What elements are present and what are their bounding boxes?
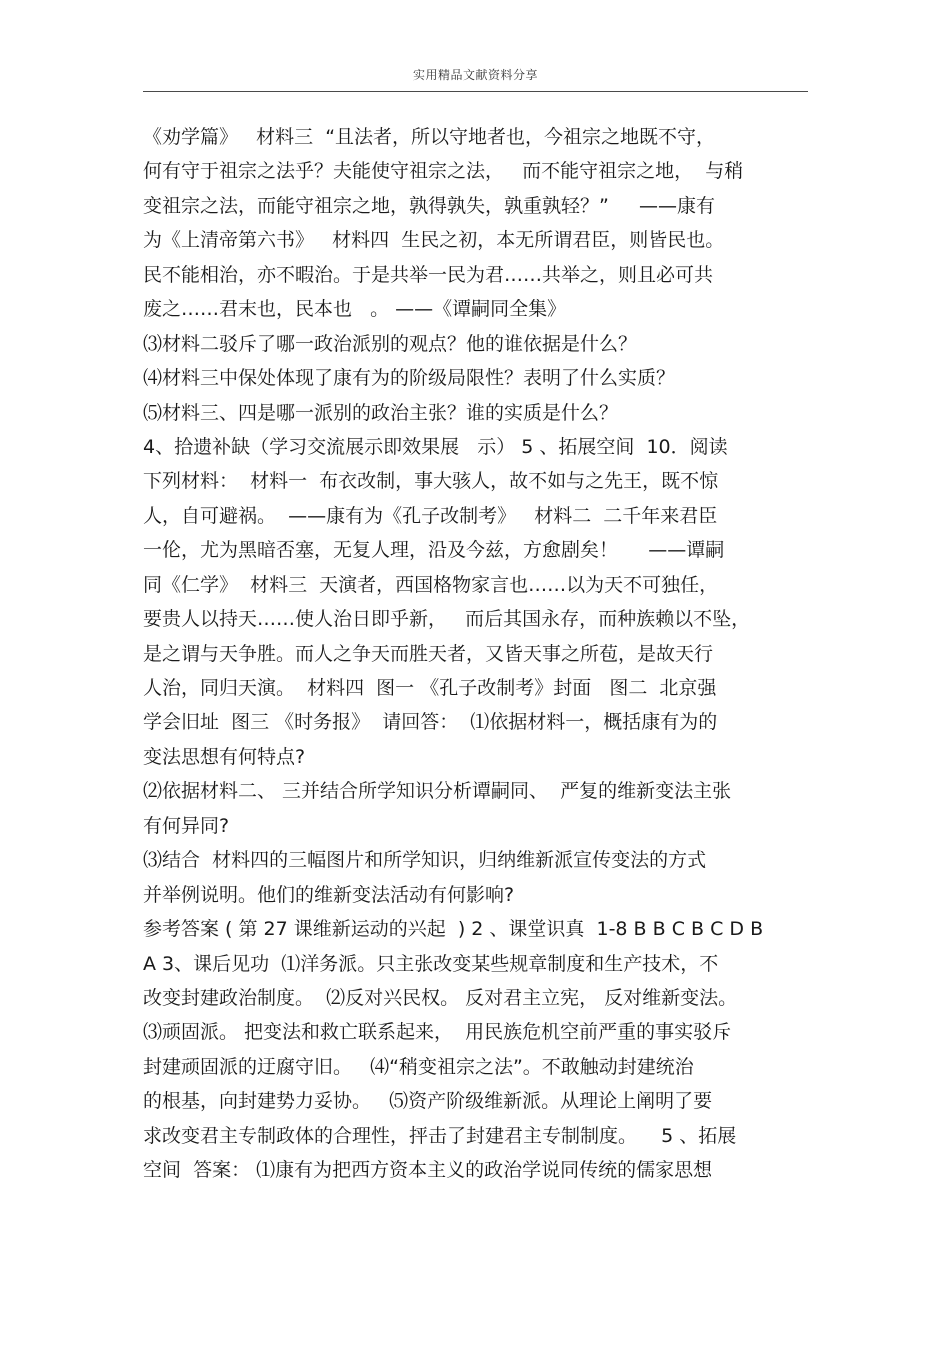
text-line: 同《仁学》 材料三 天演者，西国格物家言也……以为天不可独任， (143, 573, 719, 596)
text-line: 人治，同归天演。 材料四 图一 《孔子改制考》封面 图二 北京强 (143, 677, 717, 699)
text-line: 变法思想有何特点? (143, 745, 306, 768)
text-line: 变祖宗之法，而能守祖宗之地，孰得孰失，孰重孰轻？” ——康有 (143, 194, 716, 217)
answer-line: 的根基，向封建势力妥协。 ⑸资产阶级维新派。从理论上阐明了要 (143, 1090, 713, 1113)
text-line: 人，自可避祸。 ——康有为《孔子改制考》 材料二 二千年来君臣 (143, 504, 718, 527)
answer-line: 参考答案 ( 第 27 课维新运动的兴起 ) 2 、课堂识真 1-8 B B C B C D B (143, 918, 764, 941)
text-line: 要贵人以持天……使人治日即乎新， 而后其国永存，而种族赖以不坠， (143, 608, 751, 631)
text-line: 民不能相治，亦不暇治。于是共举一民为君……共举之，则且必可共 (143, 263, 714, 286)
header-divider (143, 91, 808, 92)
text-line: 下列材料： 材料一 布衣改制，事大骇人，故不如与之先王，既不惊 (143, 470, 719, 493)
text-line: 是之谓与天争胜。而人之争天而胜天者，又皆天事之所苞，是故天行 (143, 642, 714, 665)
answer-line: ⑶顽固派。 把变法和救亡联系起来， 用民族危机空前严重的事实驳斥 (143, 1021, 732, 1044)
question-line: ⑶结合 材料四的三幅图片和所学知识，归纳维新派宣传变法的方式 (143, 849, 707, 872)
text-line: 学会旧址 图三 《时务报》 请回答： ⑴依据材料一，概括康有为的 (143, 711, 718, 734)
text-line: 废之……君末也，民本也 。 ——《谭嗣同全集》 (143, 298, 567, 321)
question-line: ⑷材料三中保处体现了康有为的阶级局限性？表明了什么实质？ (143, 367, 676, 390)
text-line: 并举例说明。他们的维新变法活动有何影响? (143, 883, 515, 906)
text-line: 为《上清帝第六书》 材料四 生民之初，本无所谓君臣，则皆民也。 (143, 229, 725, 252)
answer-line: A 3、课后见功 ⑴洋务派。只主张改变某些规章制度和生产技术，不 (143, 952, 719, 975)
text-line: 一伦，尤为黑暗否塞，无复人理，沿及今兹，方愈剧矣！ ——谭嗣 (143, 539, 725, 562)
answer-line: 改变封建政治制度。 ⑵反对兴民权。 反对君主立宪， 反对维新变法。 (143, 986, 738, 1009)
page-header: 实用精品文献资料分享 (412, 68, 538, 82)
answer-line: 求改变君主专制政体的合理性，抨击了封建君主专制制度。 5 、拓展 (143, 1124, 737, 1147)
text-line: 4、拾遗补缺（学习交流展示即效果展 示） 5 、拓展空间 10．阅读 (143, 435, 728, 458)
answer-line: 封建顽固派的迂腐守旧。 ⑷“稍变祖宗之法”。不敢触动封建统治 (143, 1055, 694, 1078)
text-line: 有何异同? (143, 814, 230, 837)
document-body (143, 120, 808, 1188)
question-line: ⑶材料二驳斥了哪一政治派别的观点？他的谁依据是什么？ (143, 332, 638, 355)
question-line: ⑸材料三、四是哪一派别的政治主张？谁的实质是什么？ (143, 401, 619, 424)
text-line: 何有守于祖宗之法乎？夫能使守祖宗之法， 而不能守祖宗之地， 与稍 (143, 160, 744, 183)
question-line: ⑵依据材料二、 三并结合所学知识分析谭嗣同、 严复的维新变法主张 (143, 780, 732, 803)
answer-line: 空间 答案： ⑴康有为把西方资本主义的政治学说同传统的儒家思想 (143, 1159, 713, 1182)
text-line: 《劝学篇》 材料三 “且法者，所以守地者也，今祖宗之地既不守， (143, 126, 716, 148)
